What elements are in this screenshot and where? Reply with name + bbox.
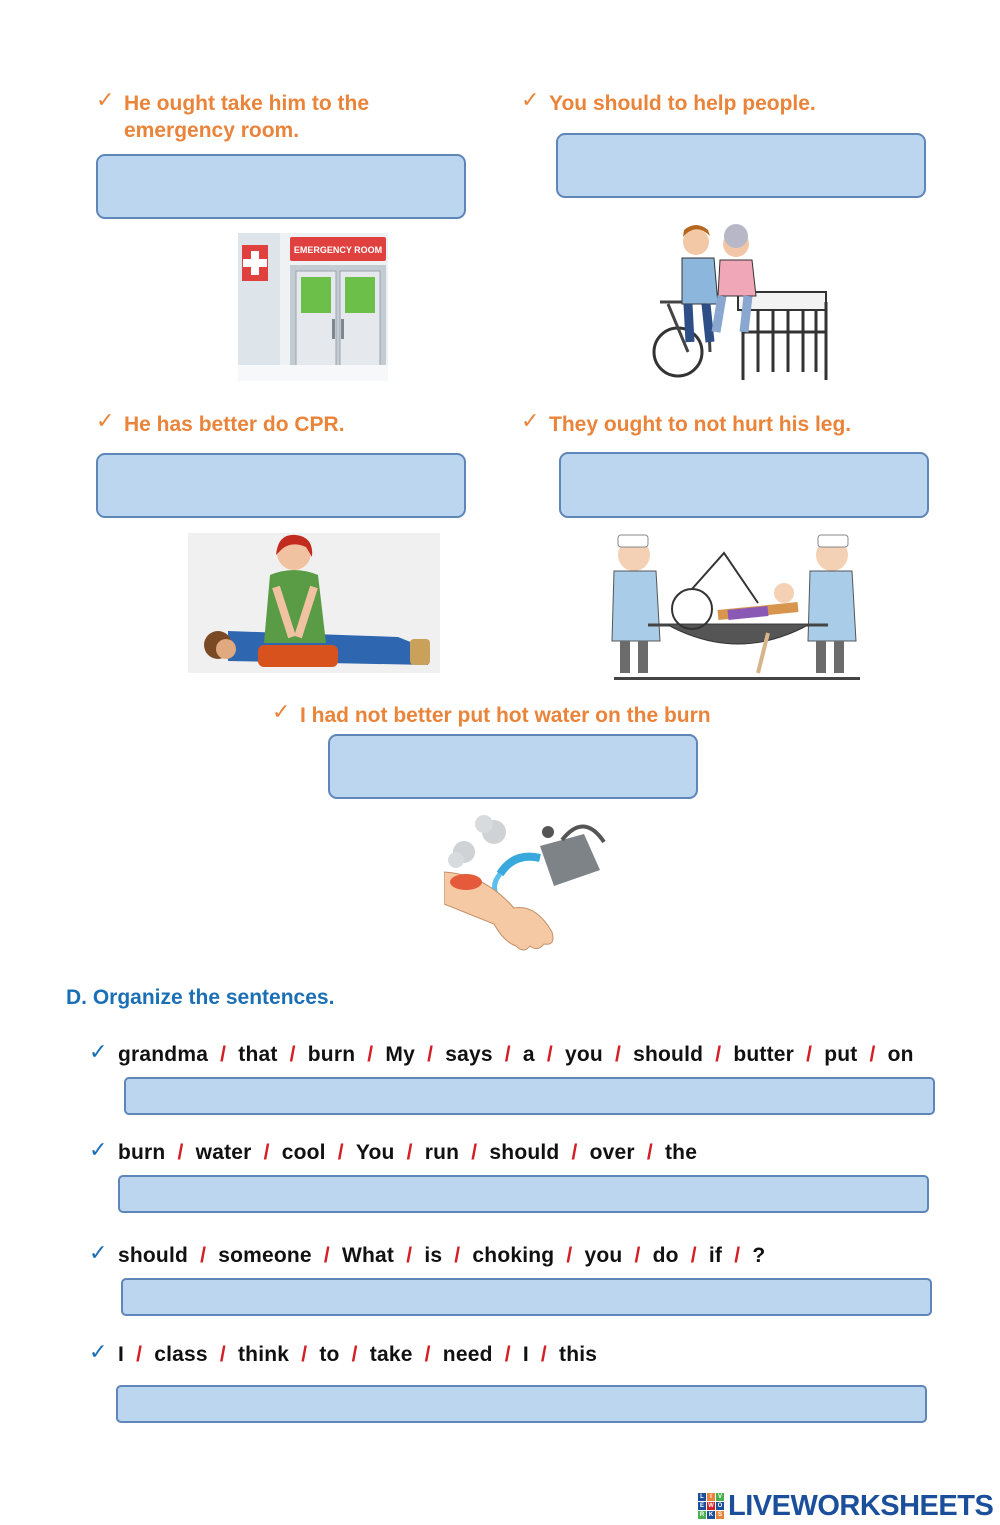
scramble-word: You — [355, 1141, 395, 1164]
scramble-word: need — [442, 1343, 493, 1366]
scrambled-words-3 — [118, 1244, 765, 1268]
word-separator: / — [394, 1244, 425, 1267]
word-separator: / — [277, 1043, 308, 1066]
helping-elderly-image — [648, 222, 832, 384]
word-separator: / — [208, 1043, 239, 1066]
check-icon: ✓ — [89, 1040, 108, 1065]
scramble-word: someone — [218, 1244, 312, 1267]
check-icon: ✓ — [89, 1340, 108, 1365]
prompt-5: I had not better put hot water on the burn — [300, 704, 711, 727]
word-separator: / — [554, 1244, 585, 1267]
answer-box-4[interactable] — [559, 452, 929, 518]
word-separator: / — [339, 1343, 370, 1366]
logo-square: W — [708, 1503, 714, 1509]
emergency-sign-text: EMERGENCY ROOM — [293, 245, 383, 255]
word-separator: / — [325, 1141, 356, 1164]
scramble-word: cool — [281, 1141, 326, 1164]
scramble-word: that — [238, 1043, 278, 1066]
scramble-word: do — [652, 1244, 679, 1267]
check-icon: ✓ — [89, 1241, 108, 1266]
word-separator: / — [622, 1244, 653, 1267]
word-separator: / — [289, 1343, 320, 1366]
check-icon: ✓ — [96, 409, 115, 434]
word-separator: / — [415, 1043, 446, 1066]
word-separator: / — [459, 1141, 490, 1164]
burn-kettle-image — [444, 812, 608, 958]
word-separator: / — [722, 1244, 753, 1267]
scramble-word: put — [824, 1043, 858, 1066]
answer-line-1[interactable] — [124, 1077, 935, 1115]
logo-square: V — [717, 1494, 722, 1500]
word-separator: / — [165, 1141, 196, 1164]
word-separator: / — [634, 1141, 665, 1164]
scramble-word: should — [118, 1244, 189, 1267]
scramble-word: I — [522, 1343, 529, 1366]
section-heading: D. Organize the sentences. — [66, 986, 335, 1009]
answer-line-3[interactable] — [121, 1278, 932, 1316]
scramble-word: to — [319, 1343, 340, 1366]
scramble-word: this — [559, 1343, 598, 1366]
word-separator: / — [207, 1343, 238, 1366]
answer-box-3[interactable] — [96, 453, 466, 518]
scramble-word: if — [708, 1244, 723, 1267]
word-separator: / — [124, 1343, 155, 1366]
scramble-word: choking — [472, 1244, 555, 1267]
logo-square: L — [698, 1493, 706, 1501]
scramble-word: think — [237, 1343, 290, 1366]
check-icon: ✓ — [89, 1138, 108, 1163]
stretcher-image — [608, 533, 866, 681]
word-separator: / — [492, 1343, 523, 1366]
logo-square: K — [708, 1512, 714, 1518]
answer-line-4[interactable] — [116, 1385, 927, 1423]
word-separator: / — [412, 1343, 443, 1366]
answer-line-2[interactable] — [118, 1175, 929, 1213]
cpr-image — [188, 533, 440, 673]
scrambled-words-1 — [118, 1043, 914, 1067]
word-separator: / — [559, 1141, 590, 1164]
scramble-word: on — [887, 1043, 914, 1066]
scramble-word: water — [195, 1141, 252, 1164]
word-separator: / — [355, 1043, 386, 1066]
scramble-word: you — [584, 1244, 623, 1267]
scramble-word: run — [424, 1141, 460, 1164]
logo-text: LIVEWORKSHEETS — [728, 1489, 994, 1522]
prompt-1-line1: He ought take him to the — [124, 92, 370, 115]
word-separator: / — [528, 1343, 560, 1366]
scramble-word: a — [522, 1043, 535, 1066]
scramble-word: I — [118, 1343, 125, 1366]
scramble-word: burn — [307, 1043, 356, 1066]
word-separator: / — [394, 1141, 425, 1164]
emergency-room-image — [238, 233, 388, 381]
liveworksheets-logo — [698, 1490, 993, 1522]
prompt-2: You should to help people. — [549, 92, 816, 115]
scramble-word: class — [154, 1343, 208, 1366]
scramble-word: My — [385, 1043, 415, 1066]
prompt-3: He has better do CPR. — [124, 413, 345, 436]
scramble-word: the — [664, 1141, 698, 1164]
word-separator: / — [442, 1244, 473, 1267]
scramble-word: grandma — [118, 1043, 209, 1066]
word-separator: / — [703, 1043, 734, 1066]
word-separator: / — [251, 1141, 282, 1164]
scramble-word: butter — [733, 1043, 795, 1066]
word-separator: / — [602, 1043, 634, 1066]
logo-square: I — [707, 1493, 715, 1501]
scramble-word: What — [342, 1244, 395, 1267]
word-separator: / — [534, 1043, 565, 1066]
check-icon: ✓ — [96, 88, 115, 113]
prompt-1 — [124, 90, 369, 144]
scramble-word: ? — [752, 1244, 766, 1267]
logo-square: E — [699, 1503, 704, 1509]
scramble-word: burn — [118, 1141, 166, 1164]
scramble-word: over — [589, 1141, 635, 1164]
logo-square: O — [717, 1503, 723, 1509]
scramble-word: should — [633, 1043, 704, 1066]
word-separator: / — [188, 1244, 219, 1267]
scramble-word: you — [564, 1043, 603, 1066]
check-icon: ✓ — [521, 88, 540, 113]
word-separator: / — [678, 1244, 709, 1267]
scrambled-words-2 — [118, 1141, 697, 1165]
word-separator: / — [311, 1244, 342, 1267]
answer-box-1[interactable] — [96, 154, 466, 219]
word-separator: / — [794, 1043, 825, 1066]
answer-box-5[interactable] — [328, 734, 698, 799]
scramble-word: is — [424, 1244, 443, 1267]
logo-grid-icon — [698, 1493, 724, 1519]
scrambled-words-4 — [118, 1343, 597, 1367]
check-icon: ✓ — [521, 409, 540, 434]
word-separator: / — [857, 1043, 888, 1066]
logo-square: R — [699, 1512, 705, 1518]
prompt-1-line2: emergency room. — [124, 119, 300, 142]
word-separator: / — [492, 1043, 523, 1066]
logo-square: S — [717, 1512, 722, 1518]
answer-box-2[interactable] — [556, 133, 926, 198]
scramble-word: says — [445, 1043, 493, 1066]
check-icon: ✓ — [272, 700, 291, 725]
prompt-4: They ought to not hurt his leg. — [549, 413, 852, 436]
scramble-word: take — [369, 1343, 413, 1366]
scramble-word: should — [489, 1141, 560, 1164]
